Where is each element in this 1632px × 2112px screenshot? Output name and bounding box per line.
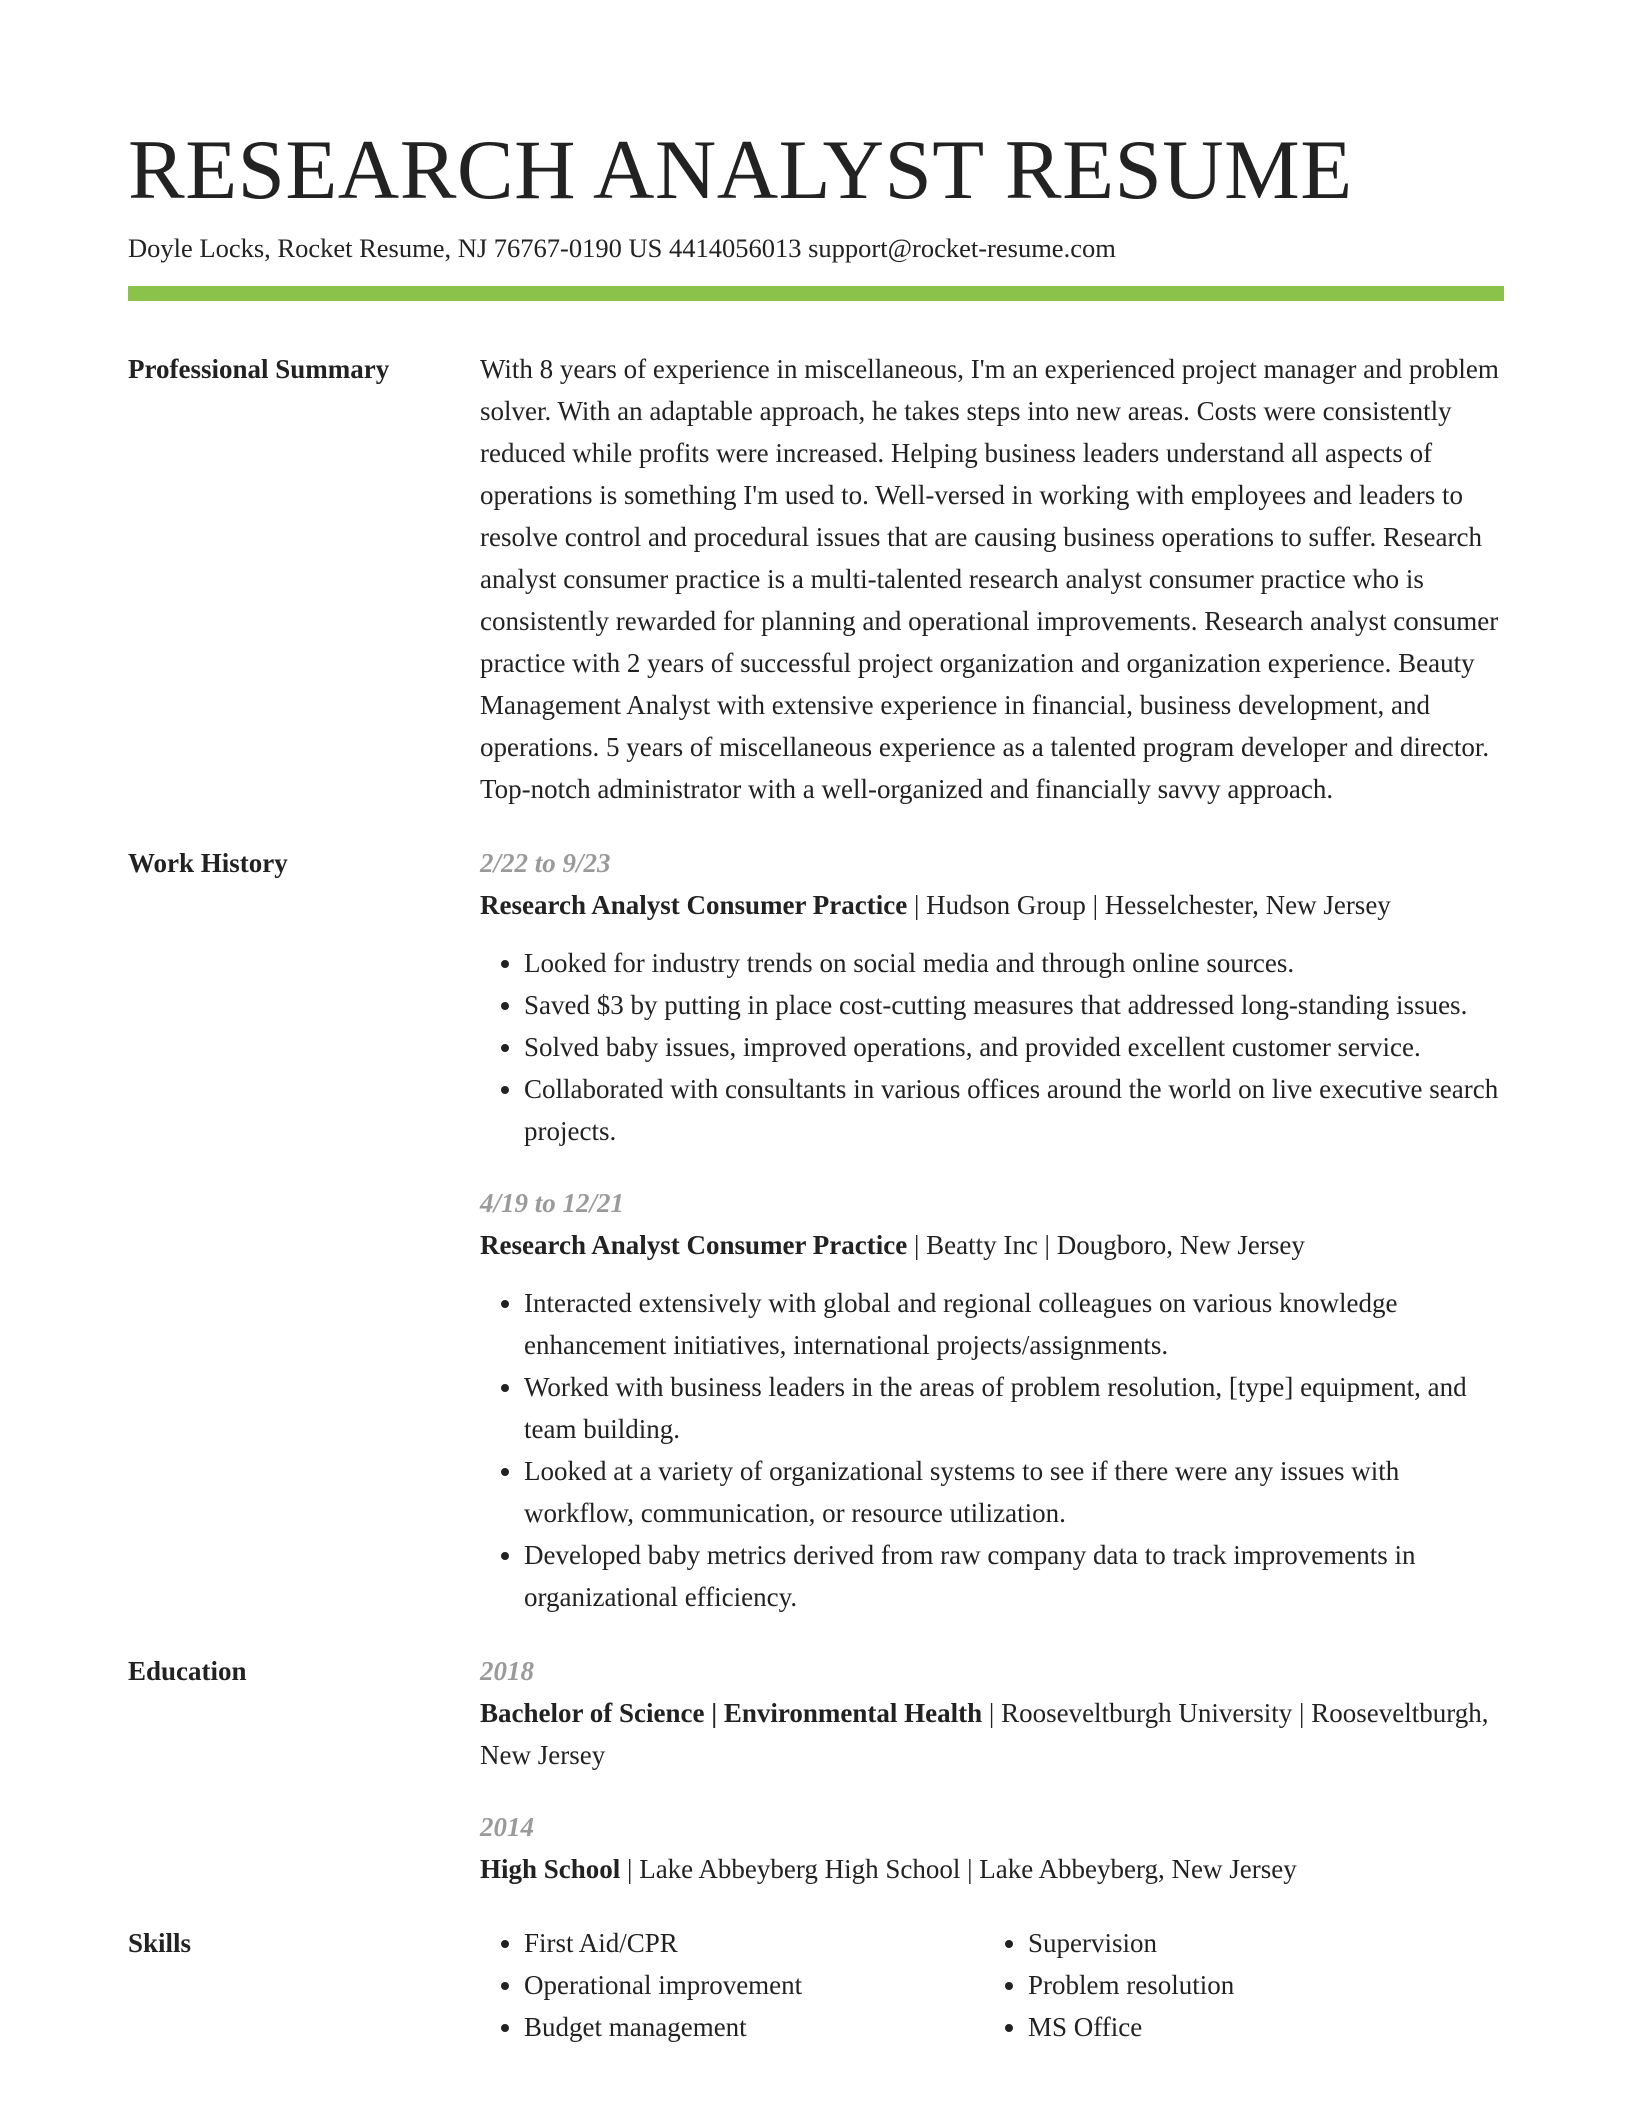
education-section: [128, 1650, 1504, 1890]
education-body: [480, 1650, 1504, 1890]
contact-line: Doyle Locks, Rocket Resume, NJ 76767-0190 US 4414056013 support@rocket-resume.com: [128, 233, 1116, 263]
skill-item: • Operational improvement: [524, 1964, 984, 2006]
job-details: | Beatty Inc | Dougboro, New Jersey: [907, 1230, 1305, 1260]
section-heading-summary: Professional Summary: [128, 354, 390, 384]
skills-list-left: [480, 1922, 984, 2048]
section-heading-education: Education: [128, 1656, 247, 1686]
summary-body: [480, 348, 1504, 810]
section-heading-work-history: Work History: [128, 848, 288, 878]
skill-item: • First Aid/CPR: [524, 1922, 984, 1964]
job-date: 4/19 to 12/21: [480, 1188, 625, 1218]
job-bullets: [480, 1282, 1504, 1618]
job-bullet: • Collaborated with consultants in various offices around the world on live executive search projects.: [524, 1068, 1504, 1152]
job-bullets: [480, 942, 1504, 1152]
job-bullet: • Developed baby metrics derived from raw company data to track improvements in organizational efficiency.: [524, 1534, 1504, 1618]
work-history-section: [128, 842, 1504, 1618]
education-date: 2014: [480, 1812, 534, 1842]
degree: High School: [480, 1854, 621, 1884]
education-entry: [480, 1806, 1504, 1890]
resume-sections: [128, 348, 1504, 2080]
summary-section: [128, 348, 1504, 810]
job-date: 2/22 to 9/23: [480, 848, 611, 878]
job-details: | Hudson Group | Hesselchester, New Jersey: [907, 890, 1391, 920]
job-entry: [480, 842, 1504, 1152]
job-title: Research Analyst Consumer Practice: [480, 1230, 908, 1260]
education-date: 2018: [480, 1656, 534, 1686]
job-bullet: • Interacted extensively with global and regional colleagues on various knowledge enhancement initiatives, international projects/assignments.: [524, 1282, 1504, 1366]
skills-section: [128, 1922, 1504, 2048]
school-details: | Rooseveltburgh University | Rooseveltburgh, New Jersey: [480, 1698, 1489, 1770]
job-bullet: • Looked at a variety of organizational systems to see if there were any issues with workflow, communication, or resource utilization.: [524, 1450, 1504, 1534]
skill-item: • Budget management: [524, 2006, 984, 2048]
skill-item: • Supervision: [1028, 1922, 1488, 1964]
job-line: [480, 1224, 1504, 1266]
job-line: [480, 884, 1504, 926]
resume-title: RESEARCH ANALYST RESUME: [128, 123, 1353, 217]
job-bullet: • Saved $3 by putting in place cost-cutting measures that addressed long-standing issues.: [524, 984, 1504, 1026]
degree: Bachelor of Science | Environmental Health: [480, 1698, 983, 1728]
education-line: [480, 1692, 1504, 1776]
job-bullet: • Looked for industry trends on social media and through online sources.: [524, 942, 1504, 984]
summary-text: With 8 years of experience in miscellaneous, I'm an experienced project manager and problem solver. With an adaptable approach, he takes steps into new areas. Costs were consistently reduced while profits were increased. Helping business leaders understand all aspects of operations is something I'm used to. Well-versed in working with employees and leaders to resolve control and procedural issues that are causing business operations to suffer. Research analyst consumer practice is a multi-talented research analyst consumer practice who is consistently rewarded for planning and operational improvements. Research analyst consumer practice with 2 years of successful project organization and organization experience. Beauty Management Analyst with extensive experience in financial, business development, and operations. 5 years of miscellaneous experience as a talented program developer and director. Top-notch administrator with a well-organized and financially savvy approach.: [480, 354, 1499, 804]
header-accent-rule: [128, 286, 1504, 301]
school-details: | Lake Abbeyberg High School | Lake Abbeyberg, New Jersey: [620, 1854, 1297, 1884]
skills-body: [480, 1922, 1504, 2048]
skills-list-right: [984, 1922, 1488, 2048]
section-heading-skills: Skills: [128, 1928, 192, 1958]
work-history-body: [480, 842, 1504, 1618]
skill-item: • Problem resolution: [1028, 1964, 1488, 2006]
education-entry: [480, 1650, 1504, 1776]
job-bullet: • Solved baby issues, improved operations, and provided excellent customer service.: [524, 1026, 1504, 1068]
job-entry: [480, 1182, 1504, 1618]
job-bullet: • Worked with business leaders in the areas of problem resolution, [type] equipment, and team building.: [524, 1366, 1504, 1450]
job-title: Research Analyst Consumer Practice: [480, 890, 908, 920]
skill-item: • MS Office: [1028, 2006, 1488, 2048]
education-line: [480, 1848, 1504, 1890]
